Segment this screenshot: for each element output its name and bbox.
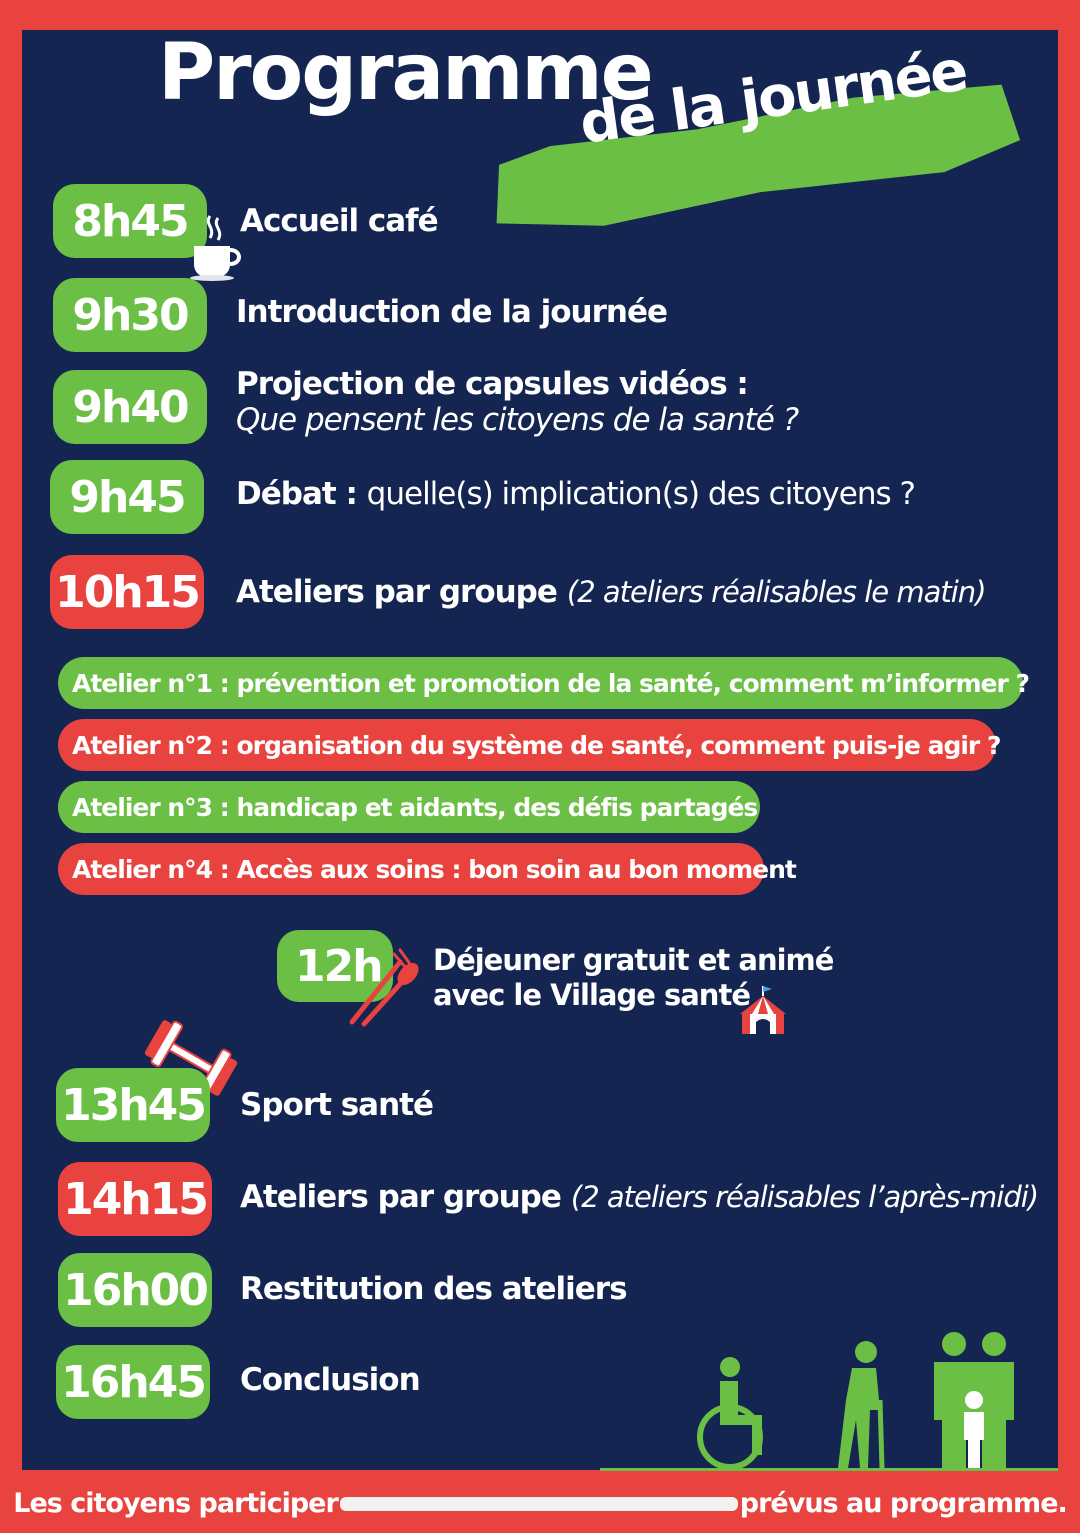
time-badge: 9h40 (53, 370, 207, 444)
schedule-label (236, 477, 915, 513)
family-icon (928, 1330, 1020, 1471)
footer-note-start: Les citoyens participer (13, 1488, 338, 1519)
schedule-label: Introduction de la journée (236, 294, 667, 330)
footer-note (0, 1474, 1080, 1533)
schedule-label: Accueil café (240, 203, 438, 239)
cutlery-icon (344, 948, 426, 1028)
schedule-label: Sport santé (240, 1087, 433, 1123)
page-title: Programme (158, 28, 652, 118)
schedule-label-note: (2 ateliers réalisables le matin) (566, 575, 986, 609)
schedule-label: Conclusion (240, 1362, 420, 1398)
time-badge: 9h45 (50, 460, 204, 534)
page-subtitle: de la journée (575, 38, 971, 157)
atelier-pill: Atelier n°2 : organisation du système de santé, comment puis-je agir ? (58, 719, 996, 771)
atelier-pill: Atelier n°1 : prévention et promotion de la santé, comment m’informer ? (58, 657, 1023, 709)
time-badge: 13h45 (56, 1068, 210, 1142)
wheelchair-person-icon (690, 1355, 786, 1471)
schedule-label-main: Projection de capsules vidéos : (236, 366, 748, 402)
time-badge: 12h (277, 930, 393, 1002)
time-badge: 10h15 (50, 555, 204, 629)
circus-tent-icon (738, 984, 788, 1036)
schedule-label-line1: Déjeuner gratuit et animé (433, 943, 834, 977)
schedule-label-question: Que pensent les citoyens de la santé ? (236, 401, 799, 438)
schedule-label (236, 367, 798, 438)
coffee-cup-icon (188, 212, 244, 282)
time-badge: 14h15 (58, 1162, 212, 1236)
schedule-label-main: Ateliers par groupe (236, 574, 557, 610)
schedule-label (236, 575, 986, 611)
time-badge: 16h45 (56, 1345, 210, 1419)
schedule-label-main: Débat : (236, 476, 357, 512)
schedule-label-line2: avec le Village santé (433, 977, 750, 1012)
atelier-pill: Atelier n°4 : Accès aux soins : bon soin au bon moment (58, 843, 764, 895)
schedule-label-main: Ateliers par groupe (240, 1179, 561, 1215)
time-badge: 9h30 (53, 278, 207, 352)
schedule-label (240, 1180, 1038, 1216)
footer-note-end: prévus au programme. (739, 1488, 1067, 1519)
time-badge: 16h00 (58, 1253, 212, 1327)
ground-line (600, 1468, 1058, 1471)
obscured-text-bar (340, 1497, 738, 1511)
elderly-person-icon (822, 1340, 892, 1471)
schedule-label-rest: quelle(s) implication(s) des citoyens ? (366, 476, 915, 512)
atelier-pill: Atelier n°3 : handicap et aidants, des défis partagés (58, 781, 760, 833)
schedule-label: Restitution des ateliers (240, 1271, 627, 1307)
time-badge: 8h45 (53, 184, 207, 258)
schedule-label-note: (2 ateliers réalisables l’après-midi) (570, 1180, 1039, 1214)
